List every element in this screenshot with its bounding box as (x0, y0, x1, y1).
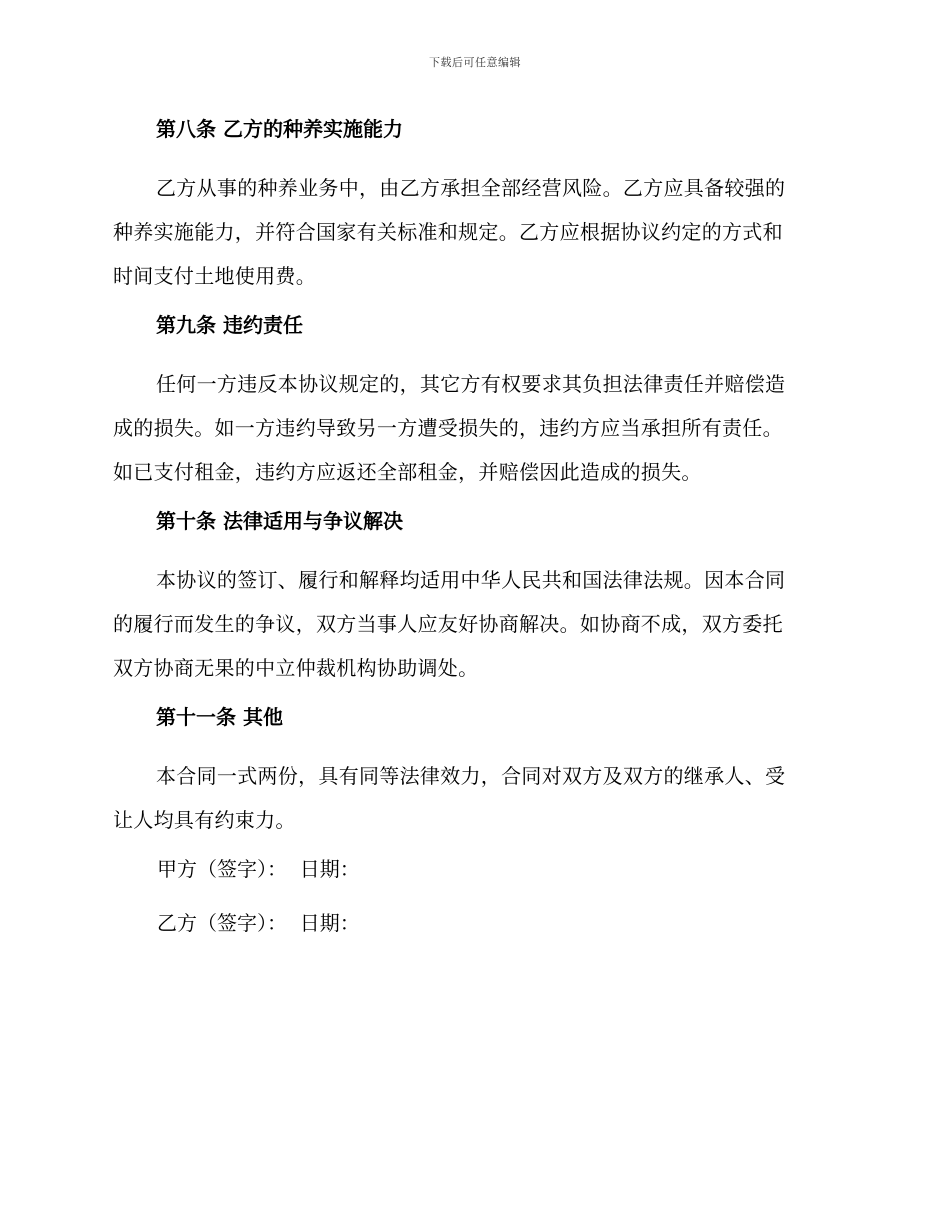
section-heading-article-9: 第九条 违约责任 (156, 313, 303, 337)
signature-line-party-b: 乙方（签字）： 日期： (157, 911, 360, 935)
section-heading-article-10: 第十条 法律适用与争议解决 (156, 509, 403, 533)
paragraph-line: 如已支付租金，违约方应返还全部租金，并赔偿因此造成的损失。 (113, 460, 702, 484)
paragraph-line: 本协议的签订、履行和解释均适用中华人民共和国法律法规。因本合同 (156, 568, 786, 592)
paragraph-line: 本合同一式两份，具有同等法律效力，合同对双方及双方的继承人、受 (156, 764, 786, 788)
section-heading-article-11: 第十一条 其他 (156, 705, 283, 729)
section-paragraph-article-11 (113, 754, 831, 842)
paragraph-line: 成的损失。如一方违约导致另一方遭受损失的，违约方应当承担所有责任。 (113, 416, 783, 440)
signature-line-party-a: 甲方（签字）： 日期： (157, 857, 360, 881)
section-heading-article-8: 第八条 乙方的种养实施能力 (156, 117, 403, 141)
paragraph-line: 的履行而发生的争议，双方当事人应友好协商解决。如协商不成，双方委托 (113, 612, 783, 636)
paragraph-line: 种养实施能力，并符合国家有关标准和规定。乙方应根据协议约定的方式和 (113, 220, 783, 244)
paragraph-line: 任何一方违反本协议规定的，其它方有权要求其负担法律责任并赔偿造 (156, 372, 786, 396)
page-header-note: 下载后可任意编辑 (429, 56, 521, 69)
section-paragraph-article-10 (113, 558, 831, 690)
paragraph-line: 时间支付土地使用费。 (113, 264, 316, 288)
section-paragraph-article-9 (113, 362, 831, 494)
paragraph-line: 让人均具有约束力。 (113, 808, 296, 832)
paragraph-line: 双方协商无果的中立仲裁机构协助调处。 (113, 656, 479, 680)
section-paragraph-article-8 (113, 166, 831, 298)
document-body (113, 112, 831, 960)
paragraph-line: 乙方从事的种养业务中，由乙方承担全部经营风险。乙方应具备较强的 (156, 176, 786, 200)
